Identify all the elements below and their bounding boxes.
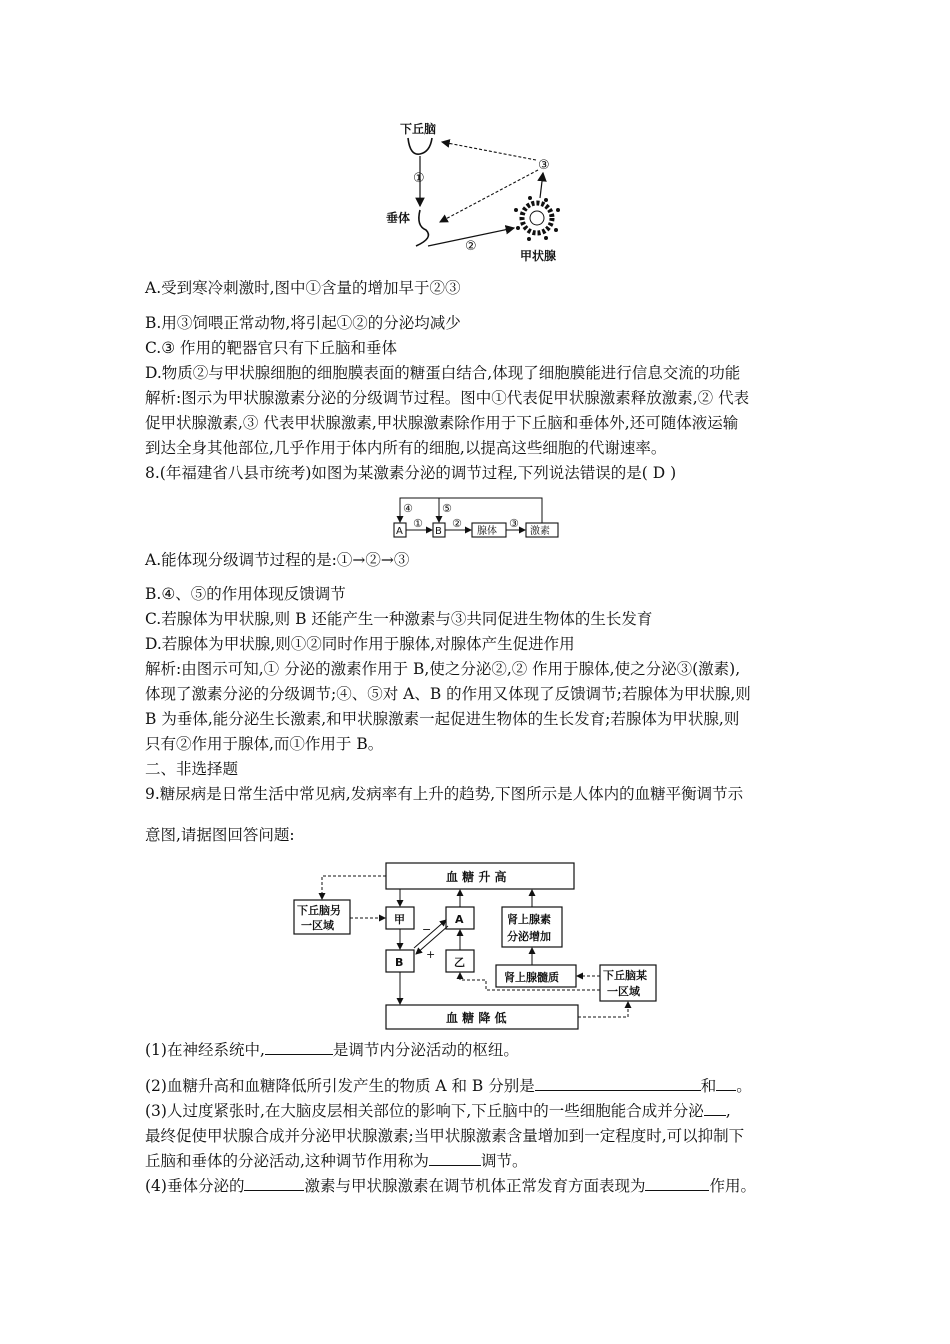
q7-option-b: B.用③饲喂正常动物,将引起①②的分泌均减少 — [145, 314, 461, 332]
q8-option-b: B.④、⑤的作用体现反馈调节 — [145, 585, 346, 603]
q9-stem-line: 9.糖尿病是日常生活中常见病,发病率有上升的趋势,下图所示是人体内的血糖平衡调节示 — [145, 785, 744, 803]
blood-glucose-regulation-diagram — [290, 860, 662, 1032]
q9-sub3-cont — [145, 1151, 527, 1171]
m3: ③ — [509, 517, 519, 530]
q9-sub3-text: , — [725, 1102, 731, 1120]
inhibit-sign: − — [422, 923, 432, 936]
glucose-rise-label: 血 糖 升 高 — [446, 870, 507, 884]
q9-sub3 — [145, 1101, 731, 1121]
q7-analysis-line: 到达全身其他部位,几乎作用于体内所有的细胞,以提高这些细胞的代谢速率。 — [145, 439, 667, 457]
hypothalamus-shape — [408, 138, 432, 154]
answer-blank[interactable] — [716, 1076, 736, 1091]
mark-1: ① — [413, 171, 425, 186]
m4: ④ — [403, 502, 413, 515]
answer-blank[interactable] — [429, 1151, 481, 1166]
promote-sign: + — [426, 948, 436, 961]
adrenal-medulla-label: 肾上腺髓质 — [504, 971, 559, 984]
q8-option-a: A.能体现分级调节过程的是:①→②→③ — [145, 551, 410, 569]
answer-blank[interactable] — [265, 1040, 333, 1055]
q8-option-c: C.若腺体为甲状腺,则 B 还能产生一种激素与③共同促进生物体的生长发育 — [145, 610, 653, 628]
thyroid-regulation-diagram — [380, 118, 580, 266]
q8-stem: 8.(年福建省八县市统考)如图为某激素分泌的调节过程,下列说法错误的是( D ) — [145, 464, 677, 482]
m1: ① — [413, 517, 423, 530]
mark-3: ③ — [538, 158, 550, 173]
q8-analysis-line: 体现了激素分泌的分级调节;④、⑤对 A、B 的作用又体现了反馈调节;若腺体为甲状腺,则 — [145, 685, 751, 703]
hypothalamus-some-label: 下丘脑某 — [603, 969, 647, 982]
thyroid-label: 甲状腺 — [520, 249, 557, 263]
adrenaline-label: 分泌增加 — [507, 930, 551, 943]
hormone-regulation-diagram — [390, 494, 562, 544]
q8-analysis-line: 解析:由图示可知,① 分泌的激素作用于 B,使之分泌②,② 作用于腺体,使之分泌③(激素), — [145, 660, 741, 678]
yi-label: 乙 — [454, 956, 465, 969]
m2: ② — [452, 517, 462, 530]
q9-sub1-text: 是调节内分泌活动的枢纽。 — [332, 1041, 519, 1059]
answer-blank[interactable] — [244, 1176, 304, 1191]
q7-option-a: A.受到寒冷刺激时,图中①含量的增加早于②③ — [145, 279, 461, 297]
q7-option-d: D.物质②与甲状腺细胞的细胞膜表面的糖蛋白结合,体现了细胞膜能进行信息交流的功能 — [145, 364, 741, 382]
q9-sub4-text: 激素与甲状腺激素在调节机体正常发育方面表现为 — [304, 1177, 646, 1195]
hypothalamus-other-label: 下丘脑另 — [297, 904, 341, 917]
q9-sub2-text: (2)血糖升高和血糖降低所引发产生的物质 A 和 B 分别是 — [145, 1077, 535, 1095]
q8-analysis-line: 只有②作用于腺体,而①作用于 B。 — [145, 735, 384, 753]
q8-option-d: D.若腺体为甲状腺,则①②同时作用于腺体,对腺体产生促进作用 — [145, 635, 575, 653]
pituitary-label: 垂体 — [386, 211, 411, 225]
q9-sub3-text: 丘脑和垂体的分泌活动,这种调节作用称为 — [145, 1152, 429, 1170]
answer-blank[interactable] — [645, 1176, 709, 1191]
q7-analysis-line: 促甲状腺激素,③ 代表甲状腺激素,甲状腺激素除作用于下丘脑和垂体外,还可随体液运输 — [145, 414, 739, 432]
q7-analysis-line: 解析:图示为甲状腺激素分泌的分级调节过程。图中①代表促甲状腺激素释放激素,② 代表 — [145, 389, 750, 407]
q9-sub1 — [145, 1040, 519, 1060]
thyroid-cell-icon — [514, 196, 560, 241]
q9-sub3-text: (3)人过度紧张时,在大脑皮层相关部位的影响下,下丘脑中的一些细胞能合成并分泌 — [145, 1102, 704, 1120]
q9-sub2-text: 和 — [700, 1077, 717, 1095]
q9-sub4-text: (4)垂体分泌的 — [145, 1177, 245, 1195]
hypothalamus-label: 下丘脑 — [400, 122, 437, 136]
hypothalamus-other-label: 一区域 — [301, 919, 334, 932]
section-heading: 二、非选择题 — [145, 760, 239, 778]
box-b-label: B — [435, 526, 442, 537]
q9-sub2 — [145, 1076, 752, 1096]
q9-sub4 — [145, 1176, 756, 1196]
q8-analysis-line: B 为垂体,能分泌生长激素,和甲状腺激素一起促进生物体的生长发育;若腺体为甲状腺,则 — [145, 710, 740, 728]
q9-sub4-text: 作用。 — [709, 1177, 756, 1195]
q9-stem-line: 意图,请据图回答问题: — [145, 826, 295, 844]
hypothalamus-some-label: 一区域 — [607, 985, 640, 998]
jia-label: 甲 — [394, 913, 405, 926]
box-a-label: A — [396, 526, 403, 537]
answer-blank[interactable] — [535, 1076, 701, 1091]
arrow-thyroid-to-3 — [540, 173, 543, 198]
mark-2: ② — [465, 239, 477, 254]
q9-sub1-text: (1)在神经系统中, — [145, 1041, 265, 1059]
glucose-fall-label: 血 糖 降 低 — [446, 1011, 507, 1025]
q9-sub3-cont: 最终促使甲状腺合成并分泌甲状腺激素;当甲状腺激素含量增加到一定程度时,可以抑制下 — [145, 1127, 745, 1145]
q9-sub3-text: 调节。 — [480, 1152, 528, 1170]
box-a-label: A — [455, 913, 464, 926]
adrenaline-label: 肾上腺素 — [507, 913, 551, 926]
pituitary-shape — [416, 210, 428, 246]
box-gland-label: 腺体 — [477, 526, 497, 537]
feedback-arrow-hypothalamus — [442, 142, 536, 160]
box-b-label: B — [395, 956, 404, 969]
q7-option-c: C.③ 作用的靶器官只有下丘脑和垂体 — [145, 339, 398, 357]
answer-blank[interactable] — [704, 1101, 726, 1116]
box-hormone-label: 激素 — [530, 526, 550, 537]
m5: ⑤ — [442, 502, 452, 515]
q9-sub2-text: 。 — [736, 1077, 752, 1095]
